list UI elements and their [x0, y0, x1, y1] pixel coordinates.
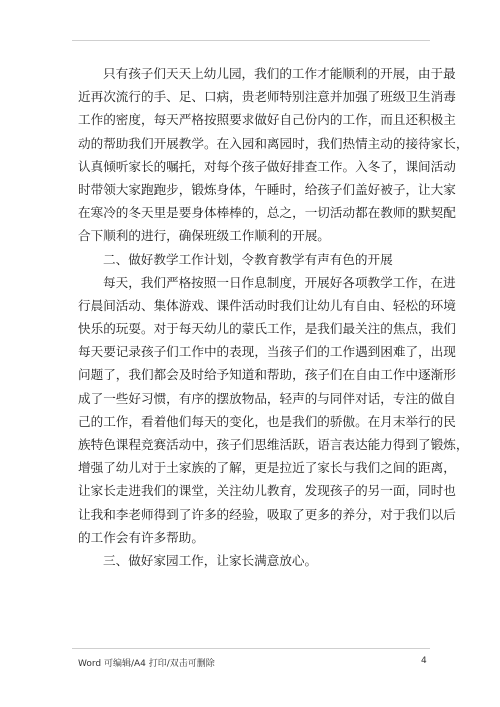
- paragraph-line: 认真倾听家长的嘱托，对每个孩子做好排查工作。入冬了，课间活动: [78, 158, 456, 174]
- section-heading-2: 二、做好教学工作计划，令教育教学有声有色的开展: [103, 251, 393, 267]
- paragraph-line: 动的帮助我们开展教学。在入园和离园时，我们热情主动的接待家长，: [78, 135, 469, 151]
- paragraph-line: 快乐的玩耍。对于每天幼儿的蒙氏工作，是我们最关注的焦点，我们: [78, 321, 456, 337]
- paragraph-line: 问题了，我们都会及时给予知道和帮助，孩子们在自由工作中逐渐形: [78, 367, 456, 383]
- paragraph-line: 近再次流行的手、足、口病，贵老师特别注意并加强了班级卫生消毒: [78, 89, 456, 105]
- paragraph-line: 行晨间活动、集体游戏、课件活动时我们让幼儿有自由、轻松的环境: [78, 297, 456, 313]
- paragraph-2: [78, 271, 469, 549]
- paragraph-line: 每天，我们严格按照一日作息制度，开展好各项教学工作，在进: [103, 274, 456, 290]
- document-body: [78, 62, 469, 572]
- footer-rule: [72, 648, 430, 649]
- paragraph-line: 让家长走进我们的课堂，关注幼儿教育，发现孩子的另一面，同时也: [78, 483, 456, 499]
- paragraph-line: 族特色课程竞赛活动中，孩子们思维活跃，语言表达能力得到了锻炼，: [78, 437, 469, 452]
- paragraph-line: 只有孩子们天天上幼儿园，我们的工作才能顺利的开展，由于最: [103, 66, 456, 81]
- paragraph-line: 时带领大家跑跑步，锻炼身体，午睡时，给孩子们盖好被子，让大家: [78, 181, 456, 197]
- footer-note: Word 可编辑/A4 打印/双击可删除: [78, 659, 215, 669]
- paragraph-line: 让我和李老师得到了许多的经验，吸取了更多的养分，对于我们以后: [78, 506, 456, 522]
- section-heading-3: 三、做好家园工作，让家长满意放心。: [103, 552, 318, 568]
- paragraph-line: 增强了幼儿对于土家族的了解，更是拉近了家长与我们之间的距离，: [78, 460, 456, 476]
- page-number: 4: [421, 656, 427, 666]
- paragraph-line: 合下顺利的进行，确保班级工作顺利的开展。: [78, 228, 330, 244]
- paragraph-line: 己的工作，看着他们每天的变化，也是我们的骄傲。在月末举行的民: [78, 413, 456, 429]
- paragraph-1: [78, 62, 469, 248]
- paragraph-line: 成了一些好习惯，有序的摆放物品，轻声的与同伴对话，专注的做自: [78, 390, 456, 406]
- paragraph-line: 每天要记录孩子们工作中的表现，当孩子们的工作遇到困难了，出现: [78, 344, 456, 360]
- paragraph-line: 工作的密度，每天严格按照要求做好自己份内的工作，而且还积极主: [78, 112, 456, 128]
- paragraph-line: 在寒冷的冬天里是要身体棒棒的，总之，一切活动都在教师的默契配: [78, 205, 456, 221]
- header-rule: [72, 40, 430, 41]
- paragraph-line: 的工作会有许多帮助。: [78, 529, 204, 545]
